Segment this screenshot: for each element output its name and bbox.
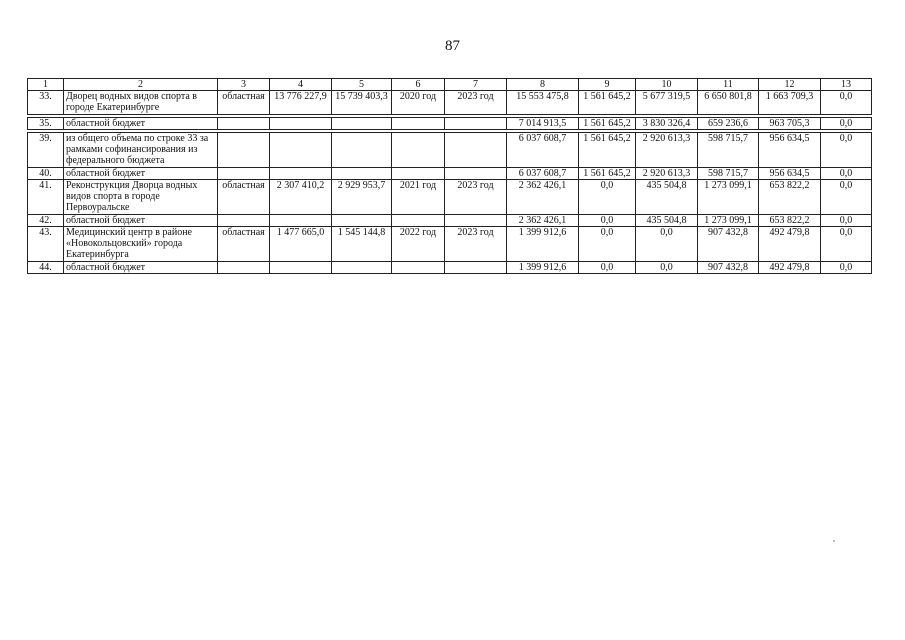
value-cell	[332, 168, 392, 180]
value-cell: 1 273 099,1	[698, 180, 759, 215]
start-year-cell: 2022 год	[392, 227, 445, 262]
value-cell: 1 561 645,2	[579, 168, 636, 180]
value-cell: 1 399 912,6	[507, 262, 579, 274]
value-cell: 2 920 613,3	[636, 133, 698, 168]
column-header: 8	[507, 79, 579, 91]
object-name-cell: Дворец водных видов спорта в городе Екатеринбурге	[64, 91, 218, 115]
value-cell: 0,0	[579, 215, 636, 227]
value-cell: 0,0	[579, 227, 636, 262]
value-cell	[270, 262, 332, 274]
row-number-cell: 33.	[28, 91, 64, 115]
value-cell	[332, 133, 392, 168]
column-header: 12	[759, 79, 821, 91]
value-cell	[332, 215, 392, 227]
value-cell	[270, 118, 332, 130]
end-year-cell	[445, 133, 507, 168]
page-number: 87	[445, 38, 460, 54]
start-year-cell	[392, 262, 445, 274]
value-cell: 6 650 801,8	[698, 91, 759, 115]
object-name-cell: из общего объема по строке 33 за рамками софинансирования из федерального бюджета	[64, 133, 218, 168]
object-name-cell: Медицинский центр в районе «Новокольцовский» города Екатеринбурга	[64, 227, 218, 262]
value-cell: 2 362 426,1	[507, 215, 579, 227]
table-row	[28, 168, 872, 180]
value-cell	[270, 168, 332, 180]
value-cell: 963 705,3	[759, 118, 821, 130]
row-number-cell: 41.	[28, 180, 64, 215]
ownership-cell	[218, 168, 270, 180]
ownership-cell	[218, 118, 270, 130]
ownership-cell: областная	[218, 180, 270, 215]
start-year-cell	[392, 118, 445, 130]
ownership-cell	[218, 215, 270, 227]
ownership-cell	[218, 262, 270, 274]
value-cell	[332, 118, 392, 130]
value-cell: 1 399 912,6	[507, 227, 579, 262]
value-cell: 5 677 319,5	[636, 91, 698, 115]
table-row	[28, 215, 872, 227]
value-cell: 0,0	[821, 227, 872, 262]
start-year-cell: 2020 год	[392, 91, 445, 115]
row-number-cell: 39.	[28, 133, 64, 168]
value-cell: 13 776 227,9	[270, 91, 332, 115]
end-year-cell	[445, 262, 507, 274]
value-cell: 0,0	[636, 227, 698, 262]
value-cell: 6 037 608,7	[507, 133, 579, 168]
value-cell: 1 561 645,2	[579, 118, 636, 130]
ownership-cell	[218, 133, 270, 168]
value-cell: 956 634,5	[759, 133, 821, 168]
ownership-cell: областная	[218, 227, 270, 262]
end-year-cell: 2023 год	[445, 180, 507, 215]
row-number-cell: 43.	[28, 227, 64, 262]
end-year-cell: 2023 год	[445, 227, 507, 262]
value-cell: 15 739 403,3	[332, 91, 392, 115]
value-cell: 1 273 099,1	[698, 215, 759, 227]
value-cell: 1 545 144,8	[332, 227, 392, 262]
value-cell: 2 307 410,2	[270, 180, 332, 215]
budget-table	[27, 78, 872, 274]
value-cell: 1 561 645,2	[579, 91, 636, 115]
value-cell: 492 479,8	[759, 227, 821, 262]
value-cell: 15 553 475,8	[507, 91, 579, 115]
scan-speck	[833, 540, 835, 542]
value-cell: 3 830 326,4	[636, 118, 698, 130]
table-row	[28, 180, 872, 215]
value-cell: 907 432,8	[698, 227, 759, 262]
table-row	[28, 227, 872, 262]
value-cell: 1 561 645,2	[579, 133, 636, 168]
value-cell: 492 479,8	[759, 262, 821, 274]
column-header: 4	[270, 79, 332, 91]
ownership-cell: областная	[218, 91, 270, 115]
value-cell: 7 014 913,5	[507, 118, 579, 130]
object-name-cell: областной бюджет	[64, 262, 218, 274]
column-header: 13	[821, 79, 872, 91]
value-cell: 1 477 665,0	[270, 227, 332, 262]
value-cell: 0,0	[821, 215, 872, 227]
column-header: 9	[579, 79, 636, 91]
value-cell: 907 432,8	[698, 262, 759, 274]
value-cell: 0,0	[821, 168, 872, 180]
row-number-cell: 42.	[28, 215, 64, 227]
value-cell: 0,0	[821, 262, 872, 274]
value-cell: 6 037 608,7	[507, 168, 579, 180]
value-cell: 653 822,2	[759, 180, 821, 215]
value-cell: 0,0	[821, 91, 872, 115]
value-cell: 653 822,2	[759, 215, 821, 227]
value-cell: 0,0	[579, 262, 636, 274]
value-cell: 598 715,7	[698, 133, 759, 168]
column-header: 1	[28, 79, 64, 91]
column-header: 6	[392, 79, 445, 91]
column-number-row	[28, 79, 872, 91]
end-year-cell: 2023 год	[445, 91, 507, 115]
column-header: 5	[332, 79, 392, 91]
start-year-cell: 2021 год	[392, 180, 445, 215]
row-number-cell: 35.	[28, 118, 64, 130]
value-cell: 659 236,6	[698, 118, 759, 130]
row-number-cell: 44.	[28, 262, 64, 274]
value-cell: 956 634,5	[759, 168, 821, 180]
value-cell: 2 929 953,7	[332, 180, 392, 215]
value-cell: 435 504,8	[636, 215, 698, 227]
start-year-cell	[392, 133, 445, 168]
value-cell: 435 504,8	[636, 180, 698, 215]
column-header: 3	[218, 79, 270, 91]
table-row	[28, 118, 872, 130]
value-cell	[270, 215, 332, 227]
value-cell	[270, 133, 332, 168]
end-year-cell	[445, 118, 507, 130]
object-name-cell: областной бюджет	[64, 118, 218, 130]
object-name-cell: областной бюджет	[64, 168, 218, 180]
table-row	[28, 262, 872, 274]
value-cell: 0,0	[636, 262, 698, 274]
table-row	[28, 91, 872, 115]
table-row	[28, 133, 872, 168]
end-year-cell	[445, 168, 507, 180]
column-header: 10	[636, 79, 698, 91]
object-name-cell: Реконструкция Дворца водных видов спорта в городе Первоуральске	[64, 180, 218, 215]
value-cell: 0,0	[579, 180, 636, 215]
start-year-cell	[392, 168, 445, 180]
value-cell: 2 362 426,1	[507, 180, 579, 215]
value-cell: 0,0	[821, 118, 872, 130]
value-cell: 1 663 709,3	[759, 91, 821, 115]
object-name-cell: областной бюджет	[64, 215, 218, 227]
start-year-cell	[392, 215, 445, 227]
row-number-cell: 40.	[28, 168, 64, 180]
value-cell: 0,0	[821, 133, 872, 168]
value-cell: 2 920 613,3	[636, 168, 698, 180]
column-header: 7	[445, 79, 507, 91]
end-year-cell	[445, 215, 507, 227]
column-header: 2	[64, 79, 218, 91]
value-cell: 0,0	[821, 180, 872, 215]
value-cell: 598 715,7	[698, 168, 759, 180]
column-header: 11	[698, 79, 759, 91]
value-cell	[332, 262, 392, 274]
